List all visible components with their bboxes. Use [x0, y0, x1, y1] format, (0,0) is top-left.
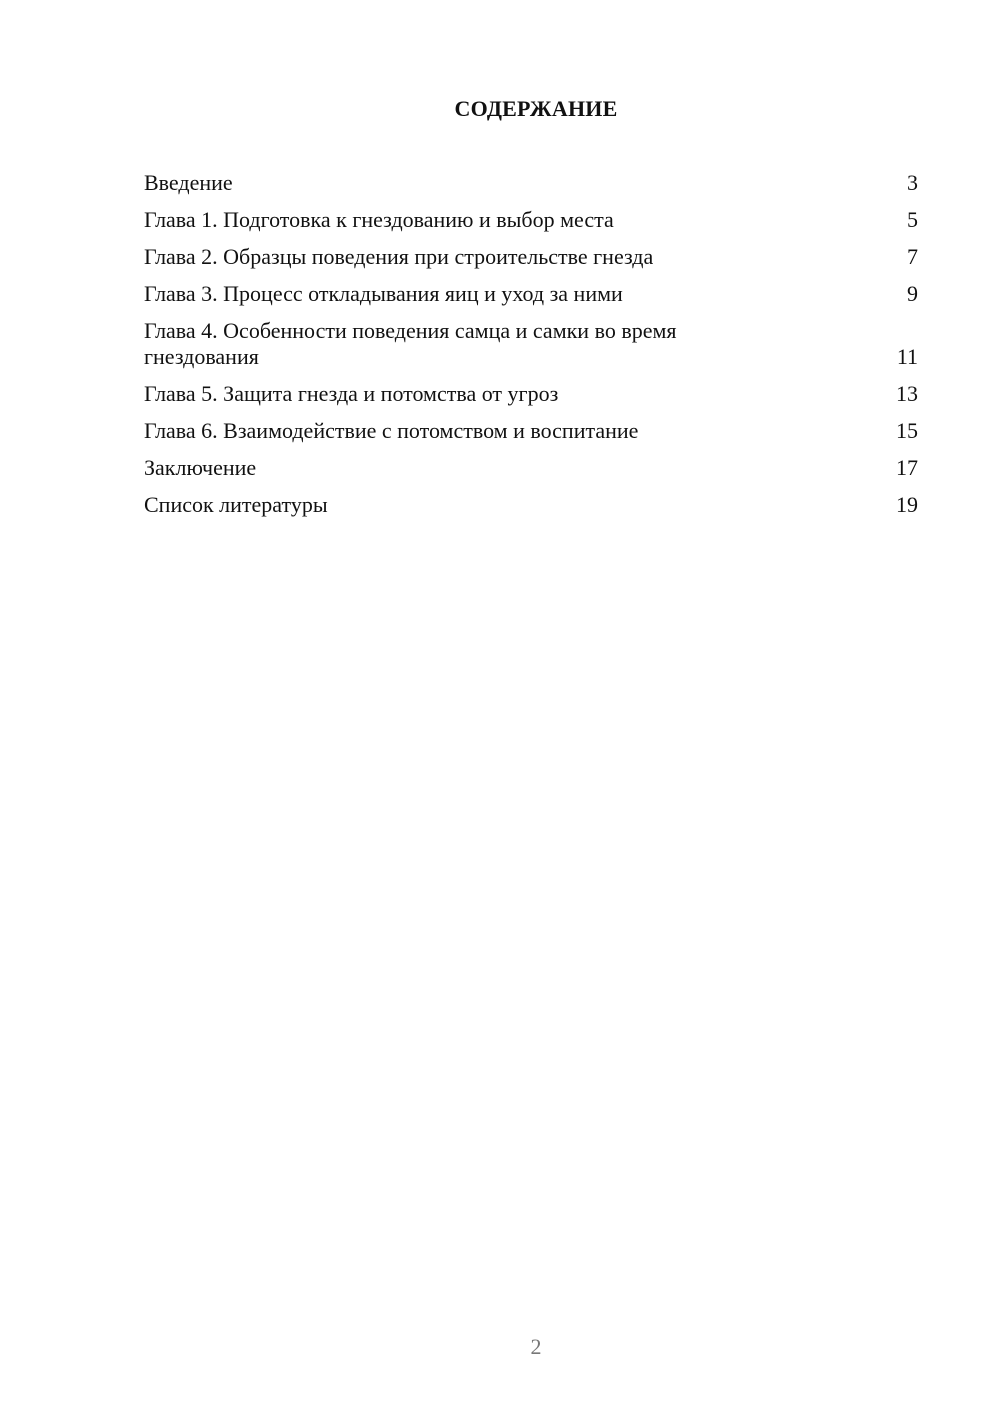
toc-entry-page: 9	[907, 281, 918, 306]
toc-entry-text: Список литературы	[144, 492, 328, 517]
toc-entry-text: Глава 5. Защита гнезда и потомства от угроз	[144, 381, 559, 406]
toc-entry-text: Глава 4. Особенности поведения самца и самки во время гнездования	[144, 318, 677, 369]
toc-entry-text: Глава 2. Образцы поведения при строительстве гнезда	[144, 244, 654, 269]
toc-entry-text: Введение	[144, 170, 233, 195]
toc-entry-page: 11	[896, 344, 918, 369]
toc-entry-chapter-1	[144, 207, 918, 233]
toc-entry-page: 17	[896, 455, 918, 480]
toc-entry-text: Заключение	[144, 455, 257, 480]
toc-entry-introduction	[144, 170, 918, 196]
toc-entry-bibliography	[144, 492, 918, 518]
toc-entry-chapter-5	[144, 381, 918, 407]
toc-entry-chapter-6	[144, 418, 918, 444]
toc-entry-page: 5	[907, 207, 918, 232]
page-number: 2	[530, 1334, 542, 1359]
toc-entry-page: 7	[907, 244, 918, 269]
page-title: СОДЕРЖАНИЕ	[454, 96, 618, 121]
toc-entry-page: 15	[896, 418, 918, 443]
toc-entry-text: Глава 3. Процесс откладывания яиц и уход за ними	[144, 281, 623, 306]
table-of-contents	[144, 170, 918, 529]
toc-entry-text: Глава 6. Взаимодействие с потомством и воспитание	[144, 418, 639, 443]
toc-entry-page: 3	[907, 170, 918, 195]
toc-entry-chapter-2	[144, 244, 918, 270]
toc-entry-conclusion	[144, 455, 918, 481]
toc-entry-chapter-4	[144, 318, 918, 370]
toc-entry-chapter-3	[144, 281, 918, 307]
toc-entry-text: Глава 1. Подготовка к гнездованию и выбор места	[144, 207, 614, 232]
toc-entry-page: 13	[896, 381, 918, 406]
toc-entry-page: 19	[896, 492, 918, 517]
